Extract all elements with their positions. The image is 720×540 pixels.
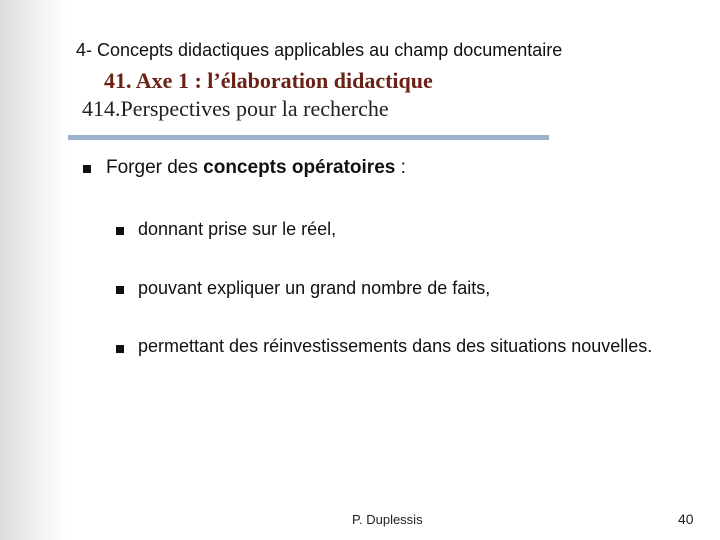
main-bullet-emphasis: concepts opératoires: [203, 157, 396, 178]
slide-section-title: 414.Perspectives pour la recherche: [82, 96, 389, 121]
main-bullet-suffix: :: [395, 157, 406, 178]
footer-author: P. Duplessis: [352, 512, 423, 527]
sub-bullet-item: donnant prise sur le réel,: [138, 219, 337, 239]
square-bullet-icon: [116, 286, 124, 294]
sub-bullet-item: pouvant expliquer un grand nombre de faits,: [138, 278, 491, 298]
slide-page-number: 40: [678, 511, 694, 527]
square-bullet-icon: [116, 345, 124, 353]
main-bullet-prefix: Forger des: [106, 157, 204, 178]
slide-subtitle: 41. Axe 1 : l’élaboration didactique: [104, 68, 433, 93]
square-bullet-icon: [83, 165, 91, 173]
square-bullet-icon: [116, 227, 124, 235]
slide-title: 4- Concepts didactiques applicables au champ documentaire: [76, 40, 563, 60]
main-bullet-text: [106, 157, 406, 179]
left-gradient-band: [0, 0, 68, 540]
sub-bullet-item: permettant des réinvestissements dans des situations nouvelles.: [138, 336, 653, 356]
title-divider: [68, 135, 549, 140]
